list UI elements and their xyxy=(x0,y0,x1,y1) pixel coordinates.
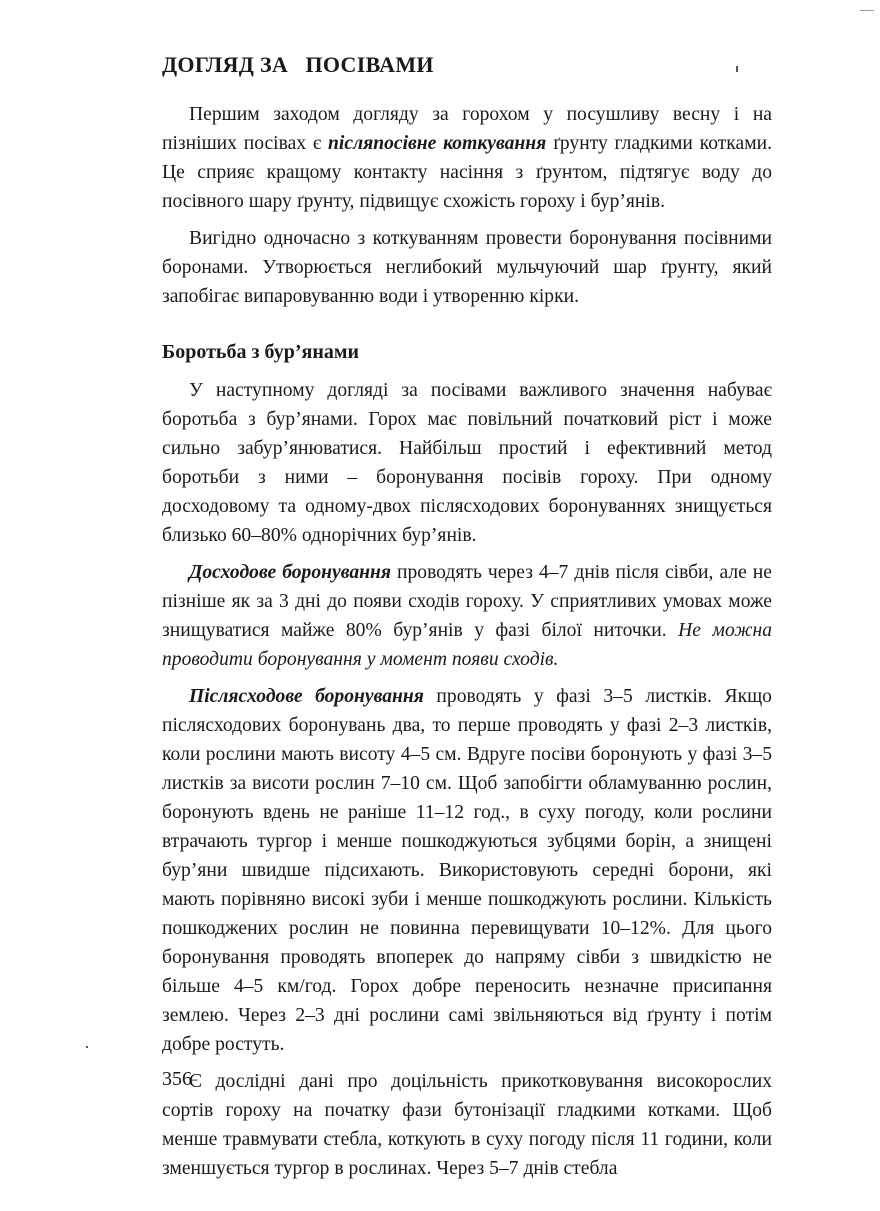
page-content xyxy=(162,52,772,1191)
paragraph-weeds-3 xyxy=(162,682,772,1059)
page-title: ДОГЛЯД ЗА ПОСІВАМИ xyxy=(162,52,434,77)
scan-speck xyxy=(736,66,738,72)
paragraph-weeds-2 xyxy=(162,558,772,674)
paragraph-intro-2: Вигідно одночасно з коткуванням провести боронування посівними боронами. Утворюється неглибокий мульчуючий шар ґрунту, який запобігає випаровуванню води і утворенню кірки. xyxy=(162,228,772,307)
emphasis-term: Післясходове боронування xyxy=(189,686,424,707)
paragraph-text: Першим заходом догляду за горохом у посушливу весну і на пізніших посівах є xyxy=(162,104,772,154)
scan-speck xyxy=(86,1046,88,1048)
emphasis-term: післяпосівне коткування xyxy=(328,133,547,154)
emphasis-term: Досходове боронування xyxy=(189,562,391,583)
section-title: Боротьба з бур’янами xyxy=(162,341,360,363)
page-number: 356 xyxy=(162,1068,192,1090)
paragraph-text: ґрунту гладкими котками. Це сприяє кращому контакту насіння з ґрунтом, підтягує воду до посівного шару ґрунту, підвищує схожість гороху і бур’янів. xyxy=(162,133,772,212)
paragraph-weeds-1: У наступному догляді за посівами важливого значення набуває боротьба з бур’янами. Горох має повільний початковий ріст і може сильно забур’янюватися. Найбільш простий і ефективний метод боротьби з ними – боронування посівів гороху. При одному досходовому та одному-двох післясходових боронуваннях знищується близько 60–80% однорічних бур’янів. xyxy=(162,380,772,546)
paragraph-weeds-4: Є дослідні дані про доцільність прикотковування високорослих сортів гороху на початку фази бутонізації гладкими котками. Щоб менше травмувати стебла, коткують в суху погоду після 11 години, коли зменшується тургор в рослинах. Через 5–7 днів стебла xyxy=(162,1071,772,1179)
paragraph-text: проводять у фазі 3–5 листків. Якщо післясходових боронувань два, то перше проводять у фазі 2–3 листків, коли рослини мають висоту 4–5 см. Вдруге посіви боронують у фазі 3–5 листків за висоти рослин 7–10 см. Щоб запобігти обламуванню рослин, боронують вдень не раніше 11–12 год., в суху погоду, коли рослини втрачають тургор і менше пошкоджуються зубцями борін, а знищені бур’яни швидше підсихають. Використовують середні борони, які мають порівняно високі зуби і менше пошкоджують рослини. Кількість пошкоджених рослин не повинна перевищувати 10–12%. Для цього боронування проводять впоперек до напряму сівби з швидкістю не більше 4–5 км/год. Горох добре переносить незначне присипання землею. Через 2–3 дні рослини самі звільняються від ґрунту і потім добре ростуть. xyxy=(162,686,772,1055)
paragraph-intro-1 xyxy=(162,100,772,216)
italic-note: Не можна проводити боронування у момент появи сходів. xyxy=(162,620,772,670)
scan-speck xyxy=(860,10,874,11)
paragraph-text: проводять через 4–7 днів після сівби, але не пізніше як за 3 дні до появи сходів гороху. У сприятливих умовах може знищуватися майже 80% бур’янів у фазі білої ниточки. xyxy=(162,562,772,641)
